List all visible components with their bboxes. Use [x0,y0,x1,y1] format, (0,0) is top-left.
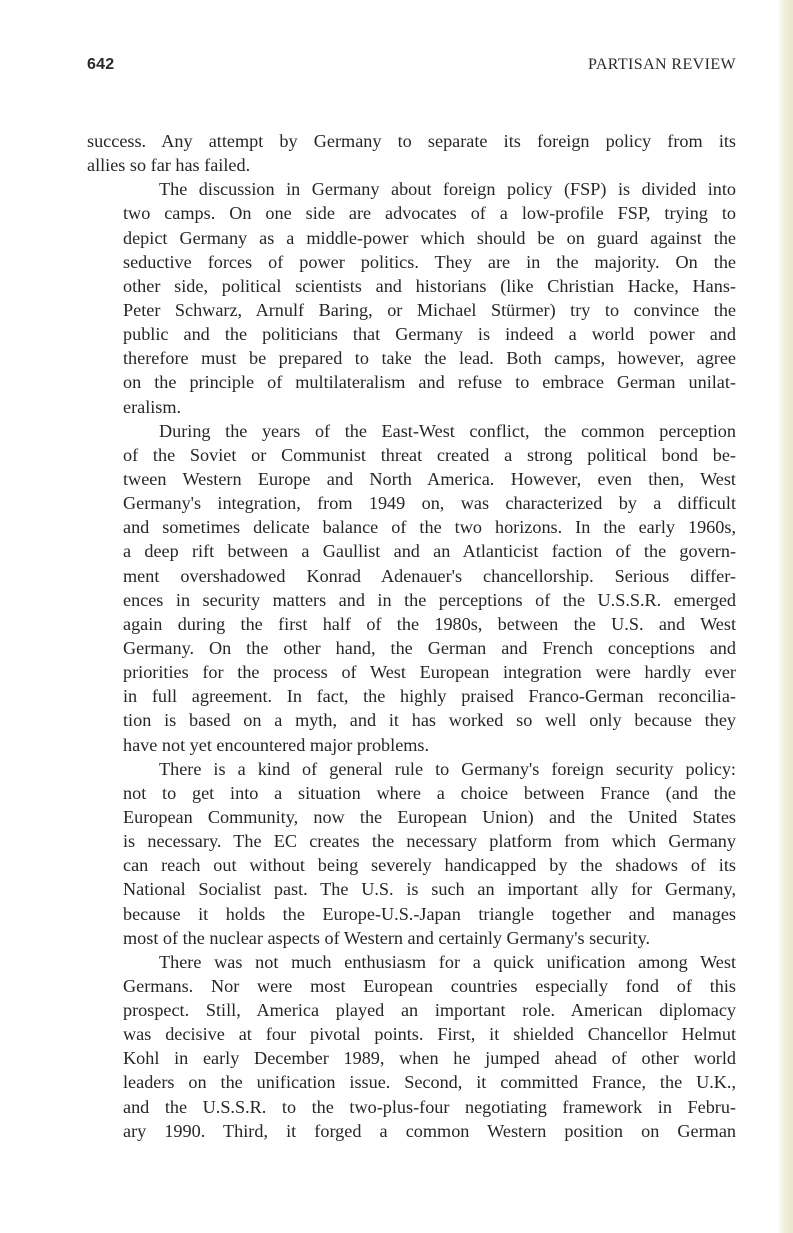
text-line: The discussion in Germany about foreign policy (FSP) is divided into [159,179,736,200]
text-line: not to get into a situation where a choice between France (and the [123,782,736,803]
text-line: is necessary. The EC creates the necessary platform from which Germany [123,831,736,852]
text-line: allies so far has failed. [87,155,251,176]
paragraph [87,950,736,1143]
text-line: Germans. Nor were most European countries especially fond of this [123,975,736,996]
text-line: eralism. [123,396,182,417]
text-line: There is a kind of general rule to Germany's foreign security policy: [159,758,736,779]
paragraph [87,129,736,177]
text-line: of the Soviet or Communist threat created a strong political bond be- [123,444,736,465]
text-line: ment overshadowed Konrad Adenauer's chancellorship. Serious differ- [123,565,736,586]
paragraph [87,177,736,418]
journal-title: PARTISAN REVIEW [587,56,736,73]
text-line: and sometimes delicate balance of the two horizons. In the early 1960s, [123,517,736,538]
text-line: therefore must be prepared to take the lead. Both camps, however, agree [123,348,736,369]
text-line: priorities for the process of West European integration were hardly ever [123,662,736,683]
text-line: tween Western Europe and North America. However, even then, West [123,468,736,489]
text-line: in full agreement. In fact, the highly praised Franco-German reconcilia- [123,686,736,707]
running-head [87,56,736,80]
text-line: depict Germany as a middle-power which should be on guard against the [123,227,736,248]
text-line: most of the nuclear aspects of Western and certainly Germany's security. [123,927,651,948]
text-line: prospect. Still, America played an important role. American diplomacy [123,1000,736,1021]
page-number: 642 [87,56,115,73]
text-line: other side, political scientists and historians (like Christian Hacke, Hans- [123,275,736,296]
text-line: a deep rift between a Gaullist and an Atlanticist faction of the govern- [123,541,736,562]
text-line: During the years of the East-West conflict, the common perception [159,420,736,441]
text-line: ary 1990. Third, it forged a common Western position on German [123,1120,736,1141]
paragraph [87,419,736,757]
text-line: and the U.S.S.R. to the two-plus-four negotiating framework in Febru- [123,1096,736,1117]
text-line: Peter Schwarz, Arnulf Baring, or Michael Stürmer) try to convince the [123,299,736,320]
text-line: have not yet encountered major problems. [123,734,430,755]
text-line: National Socialist past. The U.S. is such an important ally for Germany, [123,879,736,900]
text-line: again during the first half of the 1980s, between the U.S. and West [123,613,736,634]
text-line: There was not much enthusiasm for a quick unification among West [159,951,736,972]
text-line: seductive forces of power politics. They are in the majority. On the [123,251,736,272]
text-line: on the principle of multilateralism and refuse to embrace German unilat- [123,372,736,393]
text-line: Germany's integration, from 1949 on, was characterized by a difficult [123,493,736,514]
text-line: two camps. On one side are advocates of a low-profile FSP, trying to [123,203,736,224]
paragraph [87,757,736,950]
text-line: public and the politicians that Germany is indeed a world power and [123,324,736,345]
text-line: can reach out without being severely handicapped by the shadows of its [123,855,736,876]
text-line: because it holds the Europe-U.S.-Japan triangle together and manages [123,903,736,924]
text-line: was decisive at four pivotal points. First, it shielded Chancellor Helmut [123,1024,736,1045]
text-line: Kohl in early December 1989, when he jumped ahead of other world [123,1048,736,1069]
text-line: leaders on the unification issue. Second, it committed France, the U.K., [123,1072,736,1093]
page-edge-shadow [779,0,793,1233]
text-line: European Community, now the European Union) and the United States [123,806,736,827]
text-line: Germany. On the other hand, the German and French conceptions and [123,637,736,658]
text-line: success. Any attempt by Germany to separate its foreign policy from its [87,131,736,151]
text-line: ences in security matters and in the perceptions of the U.S.S.R. emerged [123,589,736,610]
body-text [87,129,736,1143]
text-line: tion is based on a myth, and it has worked so well only because they [123,710,736,731]
